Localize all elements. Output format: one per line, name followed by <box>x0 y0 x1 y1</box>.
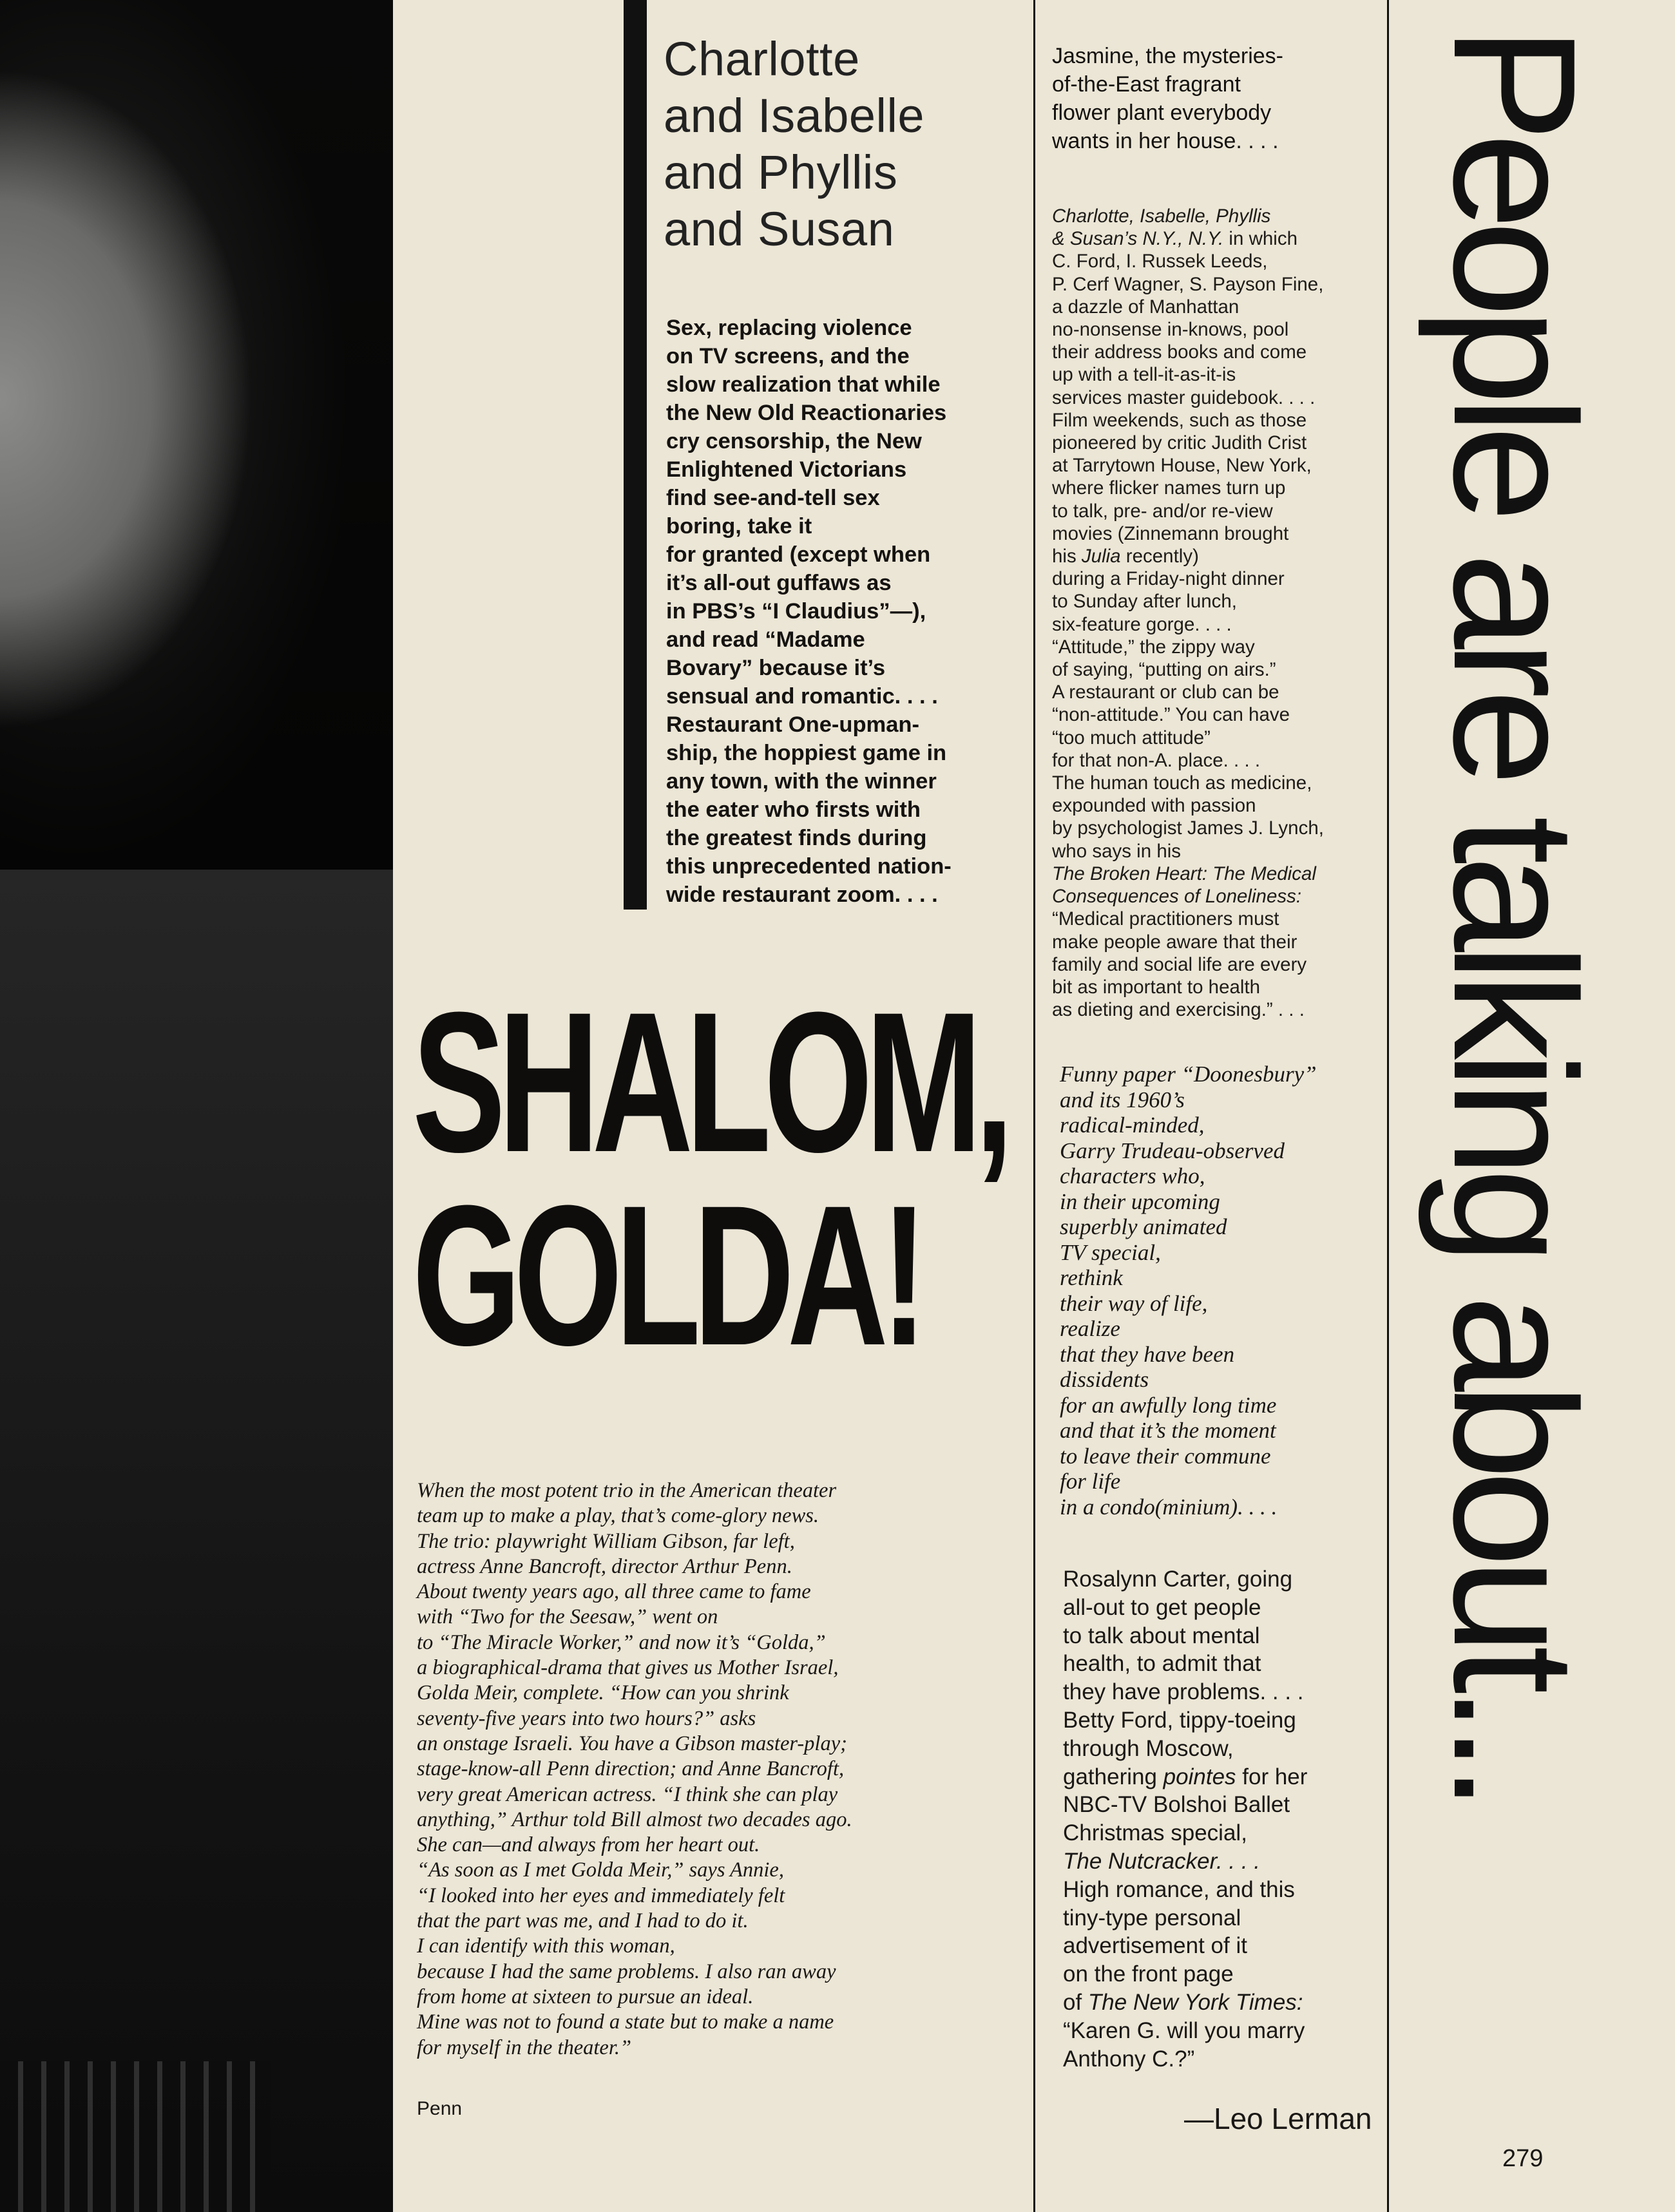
ny-line: at Tarrytown House, New York, <box>1052 455 1312 477</box>
caption-line: “As soon as I met Golda Meir,” says Annie, <box>417 1858 784 1882</box>
bold-line: Bovary” because it’s <box>666 656 886 680</box>
ny-line: for that non-A. place. . . . <box>1052 749 1261 771</box>
headline-line-1: SHALOM, <box>412 970 1007 1194</box>
doonesbury-line: characters who, <box>1060 1163 1205 1188</box>
sidebar-heading-line: and Susan <box>664 202 895 256</box>
caption-line: seventy-five years into two hours?” asks <box>417 1706 756 1730</box>
rosa-line: Betty Ford, tippy-toeing <box>1063 1707 1296 1733</box>
ny-line: movies (Zinnemann brought <box>1052 522 1289 544</box>
julia-title: Julia <box>1081 546 1121 567</box>
rosa-line: High romance, and this <box>1063 1876 1295 1902</box>
caption-line: About twenty years ago, all three came to fame <box>417 1580 811 1604</box>
bold-line: the New Old Reactionaries <box>666 401 947 425</box>
doonesbury-line: in a condo(minium). . . . <box>1060 1494 1278 1520</box>
caption-line: I can identify with this woman, <box>417 1934 675 1958</box>
rosa-line: tiny-type personal <box>1063 1905 1241 1931</box>
rosa-line: Anthony C.?” <box>1063 2046 1195 2072</box>
after-title: in which <box>1223 228 1297 250</box>
column-rule-1 <box>1033 0 1035 2212</box>
caption-line: to “The Miracle Worker,” and now it’s “Golda,” <box>417 1630 826 1654</box>
ny-line: up with a tell-it-as-it-is <box>1052 364 1236 386</box>
nutcracker-title: The Nutcracker. . . . <box>1063 1848 1261 1874</box>
headline <box>412 970 1007 1387</box>
photo-striped-garment <box>0 2061 271 2212</box>
rosalynn-item <box>1063 1565 1307 2073</box>
book-title-2: & Susan’s N.Y., N.Y. <box>1052 228 1224 250</box>
vertical-title: People are talking about... <box>1417 26 1611 1804</box>
photo-coat-area <box>0 870 393 2212</box>
rosa-line: they have problems. . . . <box>1063 1679 1304 1705</box>
doonesbury-line: Garry Trudeau-observed <box>1060 1138 1285 1163</box>
caption-line: She can—and always from her heart out. <box>417 1833 760 1857</box>
of: of <box>1063 1989 1088 2015</box>
jasmine-line: wants in her house. . . . <box>1052 129 1279 153</box>
caption-line: an onstage Israeli. You have a Gibson master-play; <box>417 1731 847 1755</box>
rosa-line: NBC-TV Bolshoi Ballet <box>1063 1792 1290 1818</box>
bold-line: ship, the hoppiest game in <box>666 741 947 765</box>
bold-line: on TV screens, and the <box>666 344 910 368</box>
ny-line: The human touch as medicine, <box>1052 772 1312 794</box>
caption-line: for myself in the theater.” <box>417 2036 632 2059</box>
headline-line-2: GOLDA! <box>412 1163 921 1387</box>
jasmine-item <box>1052 42 1374 155</box>
caption-line: very great American actress. “I think she can play <box>417 1782 838 1806</box>
ny-line: six-feature gorge. . . . <box>1052 613 1232 635</box>
ny-line: “Medical practitioners must <box>1052 908 1279 930</box>
ny-line: their address books and come <box>1052 341 1307 363</box>
ny-line: of saying, “putting on airs.” <box>1052 659 1276 681</box>
rosa-line: health, to admit that <box>1063 1651 1261 1677</box>
caption-line: a biographical-drama that gives us Mother Israel, <box>417 1656 839 1680</box>
ny-line: P. Cerf Wagner, S. Payson Fine, <box>1052 273 1324 295</box>
caption-line: team up to make a play, that’s come-glory news. <box>417 1504 819 1528</box>
rosa-line: all-out to get people <box>1063 1594 1261 1620</box>
rosa-line: Christmas special, <box>1063 1820 1247 1846</box>
doonesbury-line: realize <box>1060 1316 1120 1341</box>
doonesbury-line: that they have been <box>1060 1341 1235 1367</box>
caption-line: that the part was me, and I had to do it. <box>417 1909 749 1933</box>
doonesbury-line: dissidents <box>1060 1367 1149 1392</box>
vertical-title-area <box>1398 26 1630 1804</box>
ny-line: family and social life are every <box>1052 953 1307 975</box>
ny-line: C. Ford, I. Russek Leeds, <box>1052 251 1268 272</box>
caption-line: from home at sixteen to pursue an ideal. <box>417 1985 754 2008</box>
sidebar-heading-line: Charlotte <box>664 32 860 86</box>
bold-line: for granted (except when <box>666 542 931 567</box>
bold-line: sensual and romantic. . . . <box>666 684 938 709</box>
bold-line: it’s all-out guffaws as <box>666 571 892 595</box>
ny-line: where flicker names turn up <box>1052 477 1286 499</box>
ny-line: “too much attitude” <box>1052 727 1211 748</box>
doonesbury-line: for an awfully long time <box>1060 1392 1277 1418</box>
doonesbury-line: radical-minded, <box>1060 1112 1205 1138</box>
bold-line: Sex, replacing violence <box>666 316 912 340</box>
caption-line: Mine was not to found a state but to make a name <box>417 2010 834 2034</box>
ny-line: “Attitude,” the zippy way <box>1052 636 1255 658</box>
bold-line: the eater who firsts with <box>666 797 921 822</box>
doonesbury-line: superbly animated <box>1060 1214 1227 1239</box>
portrait-photo <box>0 0 393 2212</box>
rosa-line: through Moscow, <box>1063 1735 1234 1761</box>
caption-line: When the most potent trio in the American theater <box>417 1479 837 1502</box>
ny-line: pioneered by critic Judith Crist <box>1052 432 1307 454</box>
photo-caption <box>417 1478 971 2061</box>
author-signoff: —Leo Lerman <box>1184 2102 1372 2135</box>
bold-line: wide restaurant zoom. . . . <box>666 882 938 907</box>
ny-line: to talk, pre- and/or re-view <box>1052 500 1273 522</box>
ny-line: by psychologist James J. Lynch, <box>1052 817 1324 839</box>
doonesbury-line: for life <box>1060 1469 1121 1494</box>
doonesbury-item <box>1060 1062 1317 1520</box>
caption-line: anything,” Arthur told Bill almost two decades ago. <box>417 1807 852 1831</box>
doonesbury-line: and its 1960’s <box>1060 1087 1185 1112</box>
sidebar-heading <box>664 31 924 258</box>
caption-line: “I looked into her eyes and immediately felt <box>417 1883 785 1907</box>
book2-title-a: The Broken Heart: The Medical <box>1052 863 1316 884</box>
bold-line: Restaurant One-upman- <box>666 712 919 737</box>
doonesbury-line: in their upcoming <box>1060 1188 1220 1214</box>
heading-accent-bar <box>624 0 647 910</box>
gathering: gathering <box>1063 1764 1163 1789</box>
ny-line: no-nonsense in-knows, pool <box>1052 319 1289 341</box>
ny-line: expounded with passion <box>1052 795 1256 817</box>
rosa-line: “Karen G. will you marry <box>1063 2017 1305 2043</box>
caption-line: because I had the same problems. I also ran away <box>417 1959 836 1983</box>
caption-line: The trio: playwright William Gibson, far left, <box>417 1529 795 1553</box>
doonesbury-line: Funny paper “Doonesbury” <box>1060 1062 1317 1087</box>
doonesbury-line: their way of life, <box>1060 1290 1208 1316</box>
caption-line: actress Anne Bancroft, director Arthur Penn. <box>417 1554 792 1578</box>
jasmine-line: flower plant everybody <box>1052 100 1272 125</box>
bold-line: in PBS’s “I Claudius”—), <box>666 599 926 624</box>
pointes: pointes <box>1163 1764 1236 1789</box>
jasmine-line: of-the-East fragrant <box>1052 72 1241 97</box>
rosa-line: advertisement of it <box>1063 1933 1247 1959</box>
bold-line: and read “Madame <box>666 627 865 652</box>
ny-line: as dieting and exercising.” . . . <box>1052 999 1305 1021</box>
book-title: Charlotte, Isabelle, Phyllis <box>1052 205 1271 227</box>
ny-line: “non-attitude.” You can have <box>1052 704 1290 726</box>
bold-line: boring, take it <box>666 514 812 539</box>
photo-face-area <box>0 0 361 870</box>
photo-credit: Penn <box>417 2098 463 2119</box>
doonesbury-line: TV special, <box>1060 1239 1161 1265</box>
recently: recently) <box>1120 546 1199 567</box>
nyt-title: The New York Times: <box>1087 1989 1303 2015</box>
ny-line: Film weekends, such as those <box>1052 409 1307 431</box>
ny-line: who says in his <box>1052 840 1182 862</box>
caption-line: with “Two for the Seesaw,” went on <box>417 1605 718 1629</box>
page-number: 279 <box>1502 2145 1544 2172</box>
bold-line: find see-and-tell sex <box>666 486 880 510</box>
sidebar-heading-line: and Isabelle <box>664 89 925 142</box>
ny-line: bit as important to health <box>1052 976 1261 998</box>
sidebar-heading-line: and Phyllis <box>664 146 898 199</box>
bold-line: Enlightened Victorians <box>666 457 907 482</box>
bold-line: this unprecedented nation- <box>666 854 952 879</box>
bold-line: cry censorship, the New <box>666 429 922 453</box>
doonesbury-line: rethink <box>1060 1265 1123 1290</box>
rosa-line: to talk about mental <box>1063 1623 1260 1648</box>
bold-paragraph <box>666 314 1027 909</box>
doonesbury-line: and that it’s the moment <box>1060 1418 1276 1443</box>
ny-line: make people aware that their <box>1052 931 1297 953</box>
ny-line: services master guidebook. . . . <box>1052 386 1316 408</box>
for-her: for her <box>1236 1764 1308 1789</box>
doonesbury-line: to leave their commune <box>1060 1443 1271 1469</box>
ny-line: to Sunday after lunch, <box>1052 591 1237 613</box>
bold-line: the greatest finds during <box>666 826 927 850</box>
ny-line: a dazzle of Manhattan <box>1052 296 1240 318</box>
caption-line: stage-know-all Penn direction; and Anne Bancroft, <box>417 1757 845 1781</box>
ny-line: A restaurant or club can be <box>1052 682 1279 703</box>
column-rule-2 <box>1387 0 1389 2212</box>
bold-line: any town, with the winner <box>666 769 937 794</box>
rosa-line: on the front page <box>1063 1961 1234 1987</box>
rosa-line: Rosalynn Carter, going <box>1063 1567 1293 1592</box>
ny-guidebook-item <box>1052 205 1381 1021</box>
jasmine-line: Jasmine, the mysteries- <box>1052 44 1283 68</box>
ny-line: during a Friday-night dinner <box>1052 568 1285 590</box>
bold-line: slow realization that while <box>666 372 941 397</box>
caption-line: Golda Meir, complete. “How can you shrink <box>417 1681 789 1705</box>
book2-title-b: Consequences of Loneliness: <box>1052 886 1302 908</box>
his: his <box>1052 546 1082 567</box>
